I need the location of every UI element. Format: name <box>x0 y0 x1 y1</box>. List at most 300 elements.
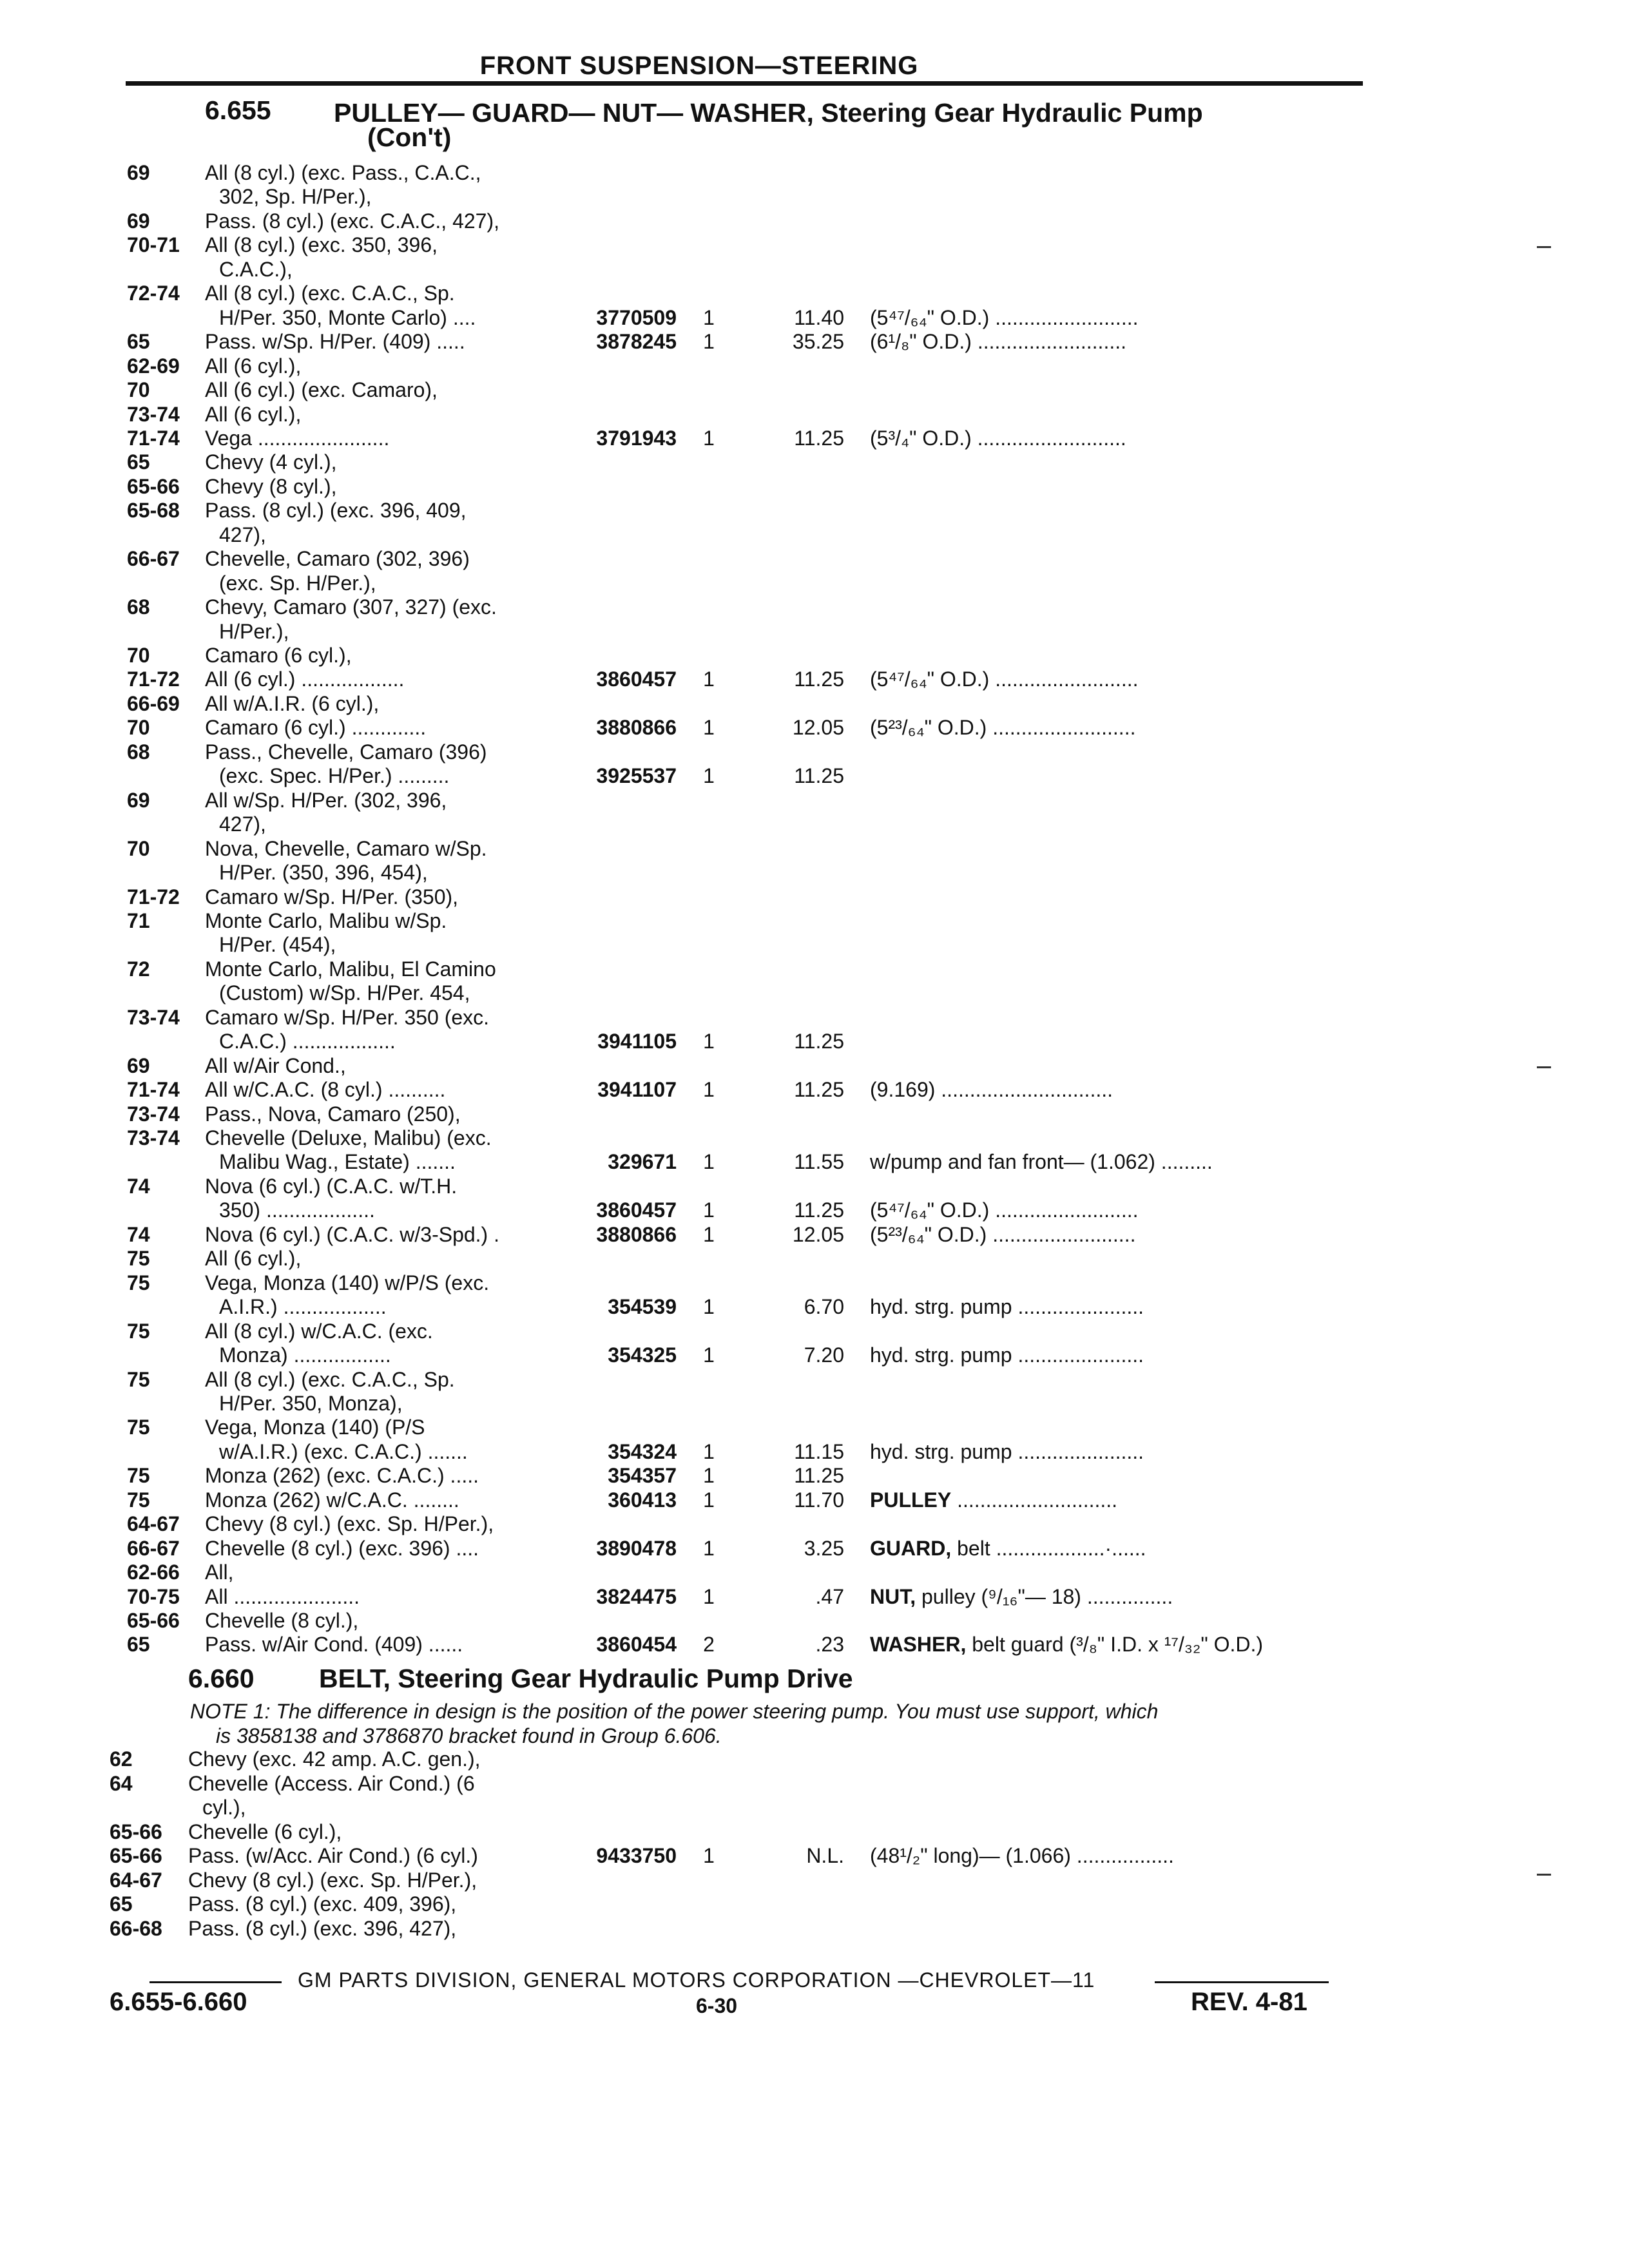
section-subtitle: (Con't) <box>367 122 452 152</box>
description-cell <box>870 1197 1138 1223</box>
part-number-cell: 3860457 <box>596 1198 677 1222</box>
price-cell: 11.70 <box>794 1488 844 1512</box>
table-row <box>0 1608 1629 1633</box>
table-row <box>0 932 1629 957</box>
year-cell: 71-74 <box>127 1078 180 1102</box>
table-row <box>0 1559 1629 1585</box>
year-cell: 69 <box>127 161 150 184</box>
description-text: ............................ <box>951 1488 1118 1512</box>
table-row <box>0 811 1629 837</box>
description-text: hyd. strg. pump ...................... <box>870 1439 1144 1463</box>
description-text: (5⁴⁷/₆₄" O.D.) ......................... <box>870 305 1139 329</box>
year-cell: 65-66 <box>110 1844 162 1867</box>
footer-page-number: 6-30 <box>696 1994 738 2017</box>
price-cell: 11.25 <box>794 1464 844 1488</box>
quantity-cell: 1 <box>703 1198 715 1222</box>
table-row <box>0 425 1629 451</box>
year-cell: 64 <box>110 1771 133 1795</box>
application-cell: Vega, Monza (140) w/P/S (exc. <box>205 1271 490 1294</box>
description-text: (5⁴⁷/₆₄" O.D.) ......................... <box>870 1198 1139 1222</box>
application-cell: Vega ....................... <box>205 426 390 450</box>
table-row <box>0 860 1629 885</box>
year-cell: 70 <box>127 836 150 860</box>
year-cell: 65 <box>110 1892 133 1916</box>
application-cell: Pass. (8 cyl.) (exc. 409, 396), <box>188 1892 457 1916</box>
price-cell: 11.55 <box>794 1150 844 1174</box>
application-cell: All w/C.A.C. (8 cyl.) .......... <box>205 1078 446 1102</box>
year-cell: 65-68 <box>127 499 180 523</box>
part-number-cell: 3890478 <box>596 1536 677 1560</box>
year-cell: 75 <box>127 1247 150 1271</box>
application-cell: All (8 cyl.) w/C.A.C. (exc. <box>205 1319 433 1343</box>
table-row <box>0 1463 1629 1488</box>
description-text: hyd. strg. pump ...................... <box>870 1343 1144 1367</box>
table-row <box>0 474 1629 499</box>
table-row <box>0 1318 1629 1344</box>
year-cell: 66-67 <box>127 1536 180 1560</box>
table-row <box>0 1367 1629 1392</box>
part-number-cell: 329671 <box>608 1150 677 1174</box>
application-cell: Chevy (4 cyl.), <box>205 450 337 474</box>
application-cell: 427), <box>219 523 266 546</box>
application-cell: Chevelle, Camaro (302, 396) <box>205 547 470 571</box>
year-cell: 75 <box>127 1319 150 1343</box>
table-row <box>0 449 1629 475</box>
application-cell: Camaro (6 cyl.) ............. <box>205 716 427 740</box>
price-cell: 11.25 <box>794 1078 844 1102</box>
table-row <box>0 594 1629 620</box>
description-text: (5³/₄" O.D.) .......................... <box>870 426 1126 450</box>
table-row <box>0 642 1629 668</box>
price-cell: 11.25 <box>794 1030 844 1053</box>
quantity-cell: 1 <box>703 1295 715 1319</box>
part-number-cell: 3878245 <box>596 330 677 354</box>
application-cell: Monza (262) (exc. C.A.C.) ..... <box>205 1464 479 1488</box>
application-cell: 302, Sp. H/Per.), <box>219 185 372 209</box>
description-cell <box>870 1294 1144 1320</box>
table-row <box>0 1222 1629 1247</box>
year-cell: 65 <box>127 1633 150 1657</box>
description-cell <box>870 1222 1135 1247</box>
part-number-cell: 3770509 <box>596 305 677 329</box>
table-row <box>0 1794 1629 1820</box>
year-cell: 64-67 <box>110 1868 162 1892</box>
year-cell: 75 <box>127 1367 150 1391</box>
table-row <box>0 1771 1629 1796</box>
application-cell: All (8 cyl.) (exc. Pass., C.A.C., <box>205 161 481 184</box>
note-line: NOTE 1: The difference in design is the position of the power steering pump. You must use support, which <box>190 1700 1159 1723</box>
year-cell: 64-67 <box>127 1512 180 1536</box>
application-cell: Camaro w/Sp. H/Per. 350 (exc. <box>205 1005 490 1029</box>
table-row <box>0 619 1629 644</box>
footer-division: GM PARTS DIVISION, GENERAL MOTORS CORPORATION —CHEVROLET—11 <box>298 1968 1095 1992</box>
price-cell: 11.25 <box>794 1198 844 1222</box>
quantity-cell: 1 <box>703 330 715 354</box>
application-cell: H/Per. 350, Monza), <box>219 1391 403 1415</box>
application-cell: C.A.C.), <box>219 257 293 281</box>
description-text: (48¹/₂" long)— (1.066) ................. <box>870 1844 1174 1867</box>
quantity-cell: 2 <box>703 1633 715 1657</box>
application-cell: w/A.I.R.) (exc. C.A.C.) ....... <box>219 1439 468 1463</box>
application-cell: Monte Carlo, Malibu, El Camino <box>205 957 496 981</box>
application-cell: H/Per. 350, Monte Carlo) .... <box>219 305 476 329</box>
description-cell <box>870 1535 1146 1561</box>
table-row <box>0 715 1629 740</box>
description-text: w/pump and fan front— (1.062) ......... <box>870 1150 1213 1174</box>
table-row <box>0 353 1629 379</box>
price-cell: .23 <box>815 1633 844 1657</box>
part-number-cell: 3824475 <box>596 1584 677 1608</box>
price-cell: 7.20 <box>804 1343 844 1367</box>
application-cell: Chevelle (Deluxe, Malibu) (exc. <box>205 1126 492 1149</box>
description-bold: WASHER, <box>870 1633 967 1657</box>
application-cell: Chevy, Camaro (307, 327) (exc. <box>205 595 497 619</box>
table-row <box>0 1867 1629 1893</box>
margin-mark <box>1537 246 1551 248</box>
year-cell: 65-66 <box>127 1609 180 1632</box>
description-cell <box>870 329 1126 354</box>
year-cell: 71 <box>127 908 150 932</box>
description-cell <box>870 1342 1144 1368</box>
application-cell: All, <box>205 1561 234 1584</box>
application-cell: 350) ................... <box>219 1198 375 1222</box>
part-number-cell: 3941107 <box>597 1078 677 1102</box>
year-cell: 62 <box>110 1747 133 1771</box>
year-cell: 66-68 <box>110 1916 162 1940</box>
year-cell: 65 <box>127 450 150 474</box>
description-bold: NUT, <box>870 1584 916 1608</box>
table-row <box>0 908 1629 934</box>
part-number-cell: 354325 <box>608 1343 677 1367</box>
page-header-title: FRONT SUSPENSION—STEERING <box>479 52 919 80</box>
price-cell: 12.05 <box>792 716 844 740</box>
application-cell: All (6 cyl.), <box>205 1247 302 1271</box>
application-cell: All (6 cyl.), <box>205 354 302 378</box>
table-row <box>0 787 1629 813</box>
description-cell <box>870 666 1138 692</box>
table-row <box>0 1487 1629 1513</box>
quantity-cell: 1 <box>703 668 715 691</box>
margin-mark <box>1537 1874 1551 1876</box>
year-cell: 69 <box>127 209 150 233</box>
year-cell: 75 <box>127 1416 150 1439</box>
application-cell: 427), <box>219 812 266 836</box>
quantity-cell: 1 <box>703 1222 715 1246</box>
application-cell: Monte Carlo, Malibu w/Sp. <box>205 908 447 932</box>
application-cell: All (8 cyl.) (exc. C.A.C., Sp. <box>205 282 455 305</box>
quantity-cell: 1 <box>703 1488 715 1512</box>
part-number-cell: 3941105 <box>597 1030 677 1053</box>
table-row <box>0 763 1629 789</box>
table-row <box>0 1245 1629 1271</box>
application-cell: Chevy (8 cyl.) (exc. Sp. H/Per.), <box>188 1868 477 1892</box>
application-cell: (exc. Sp. H/Per.), <box>219 571 376 595</box>
year-cell: 70 <box>127 716 150 740</box>
description-text: pulley (⁹/₁₆"— 18) ............... <box>916 1584 1173 1608</box>
year-cell: 73-74 <box>127 1102 180 1126</box>
price-cell: 6.70 <box>804 1295 844 1319</box>
application-cell: Pass. (8 cyl.) (exc. 396, 427), <box>188 1916 457 1940</box>
description-text: (5⁴⁷/₆₄" O.D.) ......................... <box>870 668 1139 691</box>
table-row <box>0 1819 1629 1845</box>
application-cell: All (6 cyl.) (exc. Camaro), <box>205 378 438 402</box>
description-text: (9.169) .............................. <box>870 1078 1113 1102</box>
year-cell: 71-74 <box>127 426 180 450</box>
quantity-cell: 1 <box>703 1536 715 1560</box>
application-cell: Monza) ................. <box>219 1343 391 1367</box>
table-row <box>0 1028 1629 1054</box>
year-cell: 70 <box>127 644 150 667</box>
application-cell: Malibu Wag., Estate) ....... <box>219 1150 456 1174</box>
application-cell: (exc. Spec. H/Per.) ......... <box>219 764 450 788</box>
price-cell: 35.25 <box>792 330 844 354</box>
price-cell: 11.25 <box>794 668 844 691</box>
table-row <box>0 1746 1629 1772</box>
application-cell: All w/Air Cond., <box>205 1053 346 1077</box>
section-title: PULLEY— GUARD— NUT— WASHER, Steering Gear Hydraulic Pump <box>334 98 1203 128</box>
table-row <box>0 1414 1629 1440</box>
quantity-cell: 1 <box>703 716 715 740</box>
table-row <box>0 1125 1629 1151</box>
table-row <box>0 1004 1629 1030</box>
year-cell: 75 <box>127 1488 150 1512</box>
part-number-cell: 354539 <box>608 1295 677 1319</box>
application-cell: Pass. (8 cyl.) (exc. 396, 409, <box>205 499 467 523</box>
application-cell: Chevelle (Access. Air Cond.) (6 <box>188 1771 475 1795</box>
table-row <box>0 1439 1629 1465</box>
application-cell: Chevy (exc. 42 amp. A.C. gen.), <box>188 1747 481 1771</box>
application-cell: Chevelle (8 cyl.) (exc. 396) .... <box>205 1536 479 1560</box>
description-cell <box>870 425 1126 451</box>
description-text: belt ...................·...... <box>951 1536 1146 1560</box>
application-cell: Pass. w/Air Cond. (409) ...... <box>205 1633 463 1657</box>
section-number: 6.660 <box>188 1664 255 1693</box>
table-row <box>0 377 1629 403</box>
part-number-cell: 354357 <box>608 1464 677 1488</box>
table-row <box>0 1077 1629 1102</box>
part-number-cell: 3860457 <box>596 668 677 691</box>
description-text: (5²³/₆₄" O.D.) ......................... <box>870 1222 1136 1246</box>
description-cell <box>870 1077 1113 1102</box>
table-row <box>0 1294 1629 1320</box>
table-row <box>0 980 1629 1006</box>
table-row <box>0 739 1629 765</box>
description-cell <box>870 1631 1263 1657</box>
year-cell: 65-66 <box>110 1820 162 1843</box>
application-cell: Pass. (8 cyl.) (exc. C.A.C., 427), <box>205 209 499 233</box>
footer-rule <box>149 1981 282 1983</box>
table-row <box>0 570 1629 596</box>
footer-group-range: 6.655-6.660 <box>110 1988 247 2016</box>
application-cell: Camaro w/Sp. H/Per. (350), <box>205 885 459 908</box>
application-cell: H/Per.), <box>219 619 289 643</box>
table-row <box>0 232 1629 258</box>
table-row <box>0 208 1629 234</box>
year-cell: 65-66 <box>127 474 180 498</box>
year-cell: 71-72 <box>127 885 180 908</box>
application-cell: Chevy (8 cyl.) (exc. Sp. H/Per.), <box>205 1512 494 1536</box>
header-rule <box>126 81 1363 86</box>
year-cell: 62-69 <box>127 354 180 378</box>
application-cell: Pass., Nova, Camaro (250), <box>205 1102 461 1126</box>
section-title: BELT, Steering Gear Hydraulic Pump Drive <box>319 1664 853 1693</box>
table-row <box>0 1197 1629 1223</box>
description-cell <box>870 1487 1117 1513</box>
price-cell: 11.15 <box>794 1439 844 1463</box>
application-cell: H/Per. (350, 396, 454), <box>219 861 428 885</box>
year-cell: 75 <box>127 1464 150 1488</box>
quantity-cell: 1 <box>703 305 715 329</box>
table-row <box>0 1891 1629 1917</box>
part-number-cell: 3860454 <box>596 1633 677 1657</box>
description-cell <box>870 715 1135 740</box>
table-row <box>0 1631 1629 1657</box>
table-row <box>0 1390 1629 1416</box>
quantity-cell: 1 <box>703 1078 715 1102</box>
table-row <box>0 1053 1629 1079</box>
quantity-cell: 1 <box>703 426 715 450</box>
year-cell: 66-69 <box>127 691 180 715</box>
price-cell: N.L. <box>806 1844 844 1867</box>
application-cell: Nova (6 cyl.) (C.A.C. w/T.H. <box>205 1174 458 1198</box>
price-cell: 12.05 <box>792 1222 844 1246</box>
description-bold: PULLEY <box>870 1488 952 1512</box>
year-cell: 72-74 <box>127 282 180 305</box>
table-row <box>0 305 1629 331</box>
description-text: hyd. strg. pump ...................... <box>870 1295 1144 1319</box>
year-cell: 74 <box>127 1174 150 1198</box>
quantity-cell: 1 <box>703 764 715 788</box>
table-row <box>0 401 1629 427</box>
table-row <box>0 497 1629 523</box>
table-row <box>0 1535 1629 1561</box>
application-cell: All w/A.I.R. (6 cyl.), <box>205 691 380 715</box>
quantity-cell: 1 <box>703 1584 715 1608</box>
part-number-cell: 354324 <box>608 1439 677 1463</box>
part-number-cell: 9433750 <box>596 1844 677 1867</box>
application-cell: Monza (262) w/C.A.C. ........ <box>205 1488 459 1512</box>
table-row <box>0 1149 1629 1175</box>
table-row <box>0 666 1629 692</box>
part-number-cell: 360413 <box>608 1488 677 1512</box>
table-row <box>0 1101 1629 1127</box>
year-cell: 70 <box>127 378 150 402</box>
year-cell: 66-67 <box>127 547 180 571</box>
part-number-cell: 3791943 <box>596 426 677 450</box>
price-cell: 3.25 <box>804 1536 844 1560</box>
quantity-cell: 1 <box>703 1030 715 1053</box>
application-cell: All (6 cyl.), <box>205 402 302 426</box>
table-row <box>0 160 1629 186</box>
year-cell: 70-71 <box>127 233 180 257</box>
application-cell: Chevelle (6 cyl.), <box>188 1820 342 1843</box>
year-cell: 68 <box>127 740 150 764</box>
application-cell: Nova (6 cyl.) (C.A.C. w/3-Spd.) . <box>205 1222 499 1246</box>
table-row <box>0 184 1629 209</box>
year-cell: 73-74 <box>127 1005 180 1029</box>
quantity-cell: 1 <box>703 1150 715 1174</box>
application-cell: All ...................... <box>205 1584 360 1608</box>
description-cell <box>870 1843 1174 1869</box>
year-cell: 73-74 <box>127 402 180 426</box>
year-cell: 62-66 <box>127 1561 180 1584</box>
year-cell: 69 <box>127 788 150 812</box>
description-cell <box>870 1149 1213 1175</box>
application-cell: Chevelle (8 cyl.), <box>205 1609 359 1632</box>
table-row <box>0 956 1629 982</box>
application-cell: All (8 cyl.) (exc. C.A.C., Sp. <box>205 1367 455 1391</box>
quantity-cell: 1 <box>703 1343 715 1367</box>
table-row <box>0 522 1629 548</box>
application-cell: cyl.), <box>202 1796 246 1819</box>
year-cell: 73-74 <box>127 1126 180 1149</box>
application-cell: Pass. w/Sp. H/Per. (409) ..... <box>205 330 465 354</box>
table-row <box>0 280 1629 306</box>
table-row <box>0 884 1629 910</box>
table-row <box>0 256 1629 282</box>
description-cell <box>870 305 1138 331</box>
description-text: (6¹/₈" O.D.) .......................... <box>870 330 1126 354</box>
quantity-cell: 1 <box>703 1464 715 1488</box>
footer-rule <box>1155 1981 1329 1983</box>
application-cell: Vega, Monza (140) (P/S <box>205 1416 425 1439</box>
application-cell: All w/Sp. H/Per. (302, 396, <box>205 788 447 812</box>
application-cell: C.A.C.) .................. <box>219 1030 396 1053</box>
application-cell: Camaro (6 cyl.), <box>205 644 352 667</box>
table-row <box>0 1342 1629 1368</box>
year-cell: 65 <box>127 330 150 354</box>
year-cell: 71-72 <box>127 668 180 691</box>
table-row <box>0 836 1629 861</box>
table-row <box>0 1916 1629 1941</box>
part-number-cell: 3880866 <box>596 716 677 740</box>
description-text: belt guard (³/₈" I.D. x ¹⁷/₃₂" O.D.) <box>966 1633 1263 1657</box>
price-cell: 11.25 <box>794 764 844 788</box>
application-cell: Pass. (w/Acc. Air Cond.) (6 cyl.) <box>188 1844 478 1867</box>
table-row <box>0 1173 1629 1199</box>
application-cell: All (8 cyl.) (exc. 350, 396, <box>205 233 438 257</box>
year-cell: 74 <box>127 1222 150 1246</box>
part-number-cell: 3925537 <box>596 764 677 788</box>
description-cell <box>870 1439 1144 1465</box>
application-cell: Chevy (8 cyl.), <box>205 474 337 498</box>
table-row <box>0 546 1629 572</box>
description-bold: GUARD, <box>870 1536 952 1560</box>
table-row <box>0 329 1629 354</box>
price-cell: 11.25 <box>794 426 844 450</box>
description-cell <box>870 1584 1173 1610</box>
part-number-cell: 3880866 <box>596 1222 677 1246</box>
quantity-cell: 1 <box>703 1439 715 1463</box>
application-cell: Pass., Chevelle, Camaro (396) <box>205 740 487 764</box>
price-cell: 11.40 <box>794 305 844 329</box>
application-cell: (Custom) w/Sp. H/Per. 454, <box>219 981 470 1005</box>
footer-revision: REV. 4-81 <box>1191 1988 1307 2016</box>
year-cell: 68 <box>127 595 150 619</box>
year-cell: 72 <box>127 957 150 981</box>
application-cell: A.I.R.) .................. <box>219 1295 387 1319</box>
section-number: 6.655 <box>205 95 271 125</box>
table-row <box>0 1511 1629 1537</box>
margin-mark <box>1537 1066 1551 1068</box>
application-cell: H/Per. (454), <box>219 933 336 957</box>
table-row <box>0 1270 1629 1296</box>
year-cell: 70-75 <box>127 1584 180 1608</box>
description-text: (5²³/₆₄" O.D.) ......................... <box>870 716 1136 740</box>
application-cell: All (6 cyl.) .................. <box>205 668 405 691</box>
note-line: is 3858138 and 3786870 bracket found in Group 6.606. <box>216 1724 722 1747</box>
table-row <box>0 1584 1629 1610</box>
